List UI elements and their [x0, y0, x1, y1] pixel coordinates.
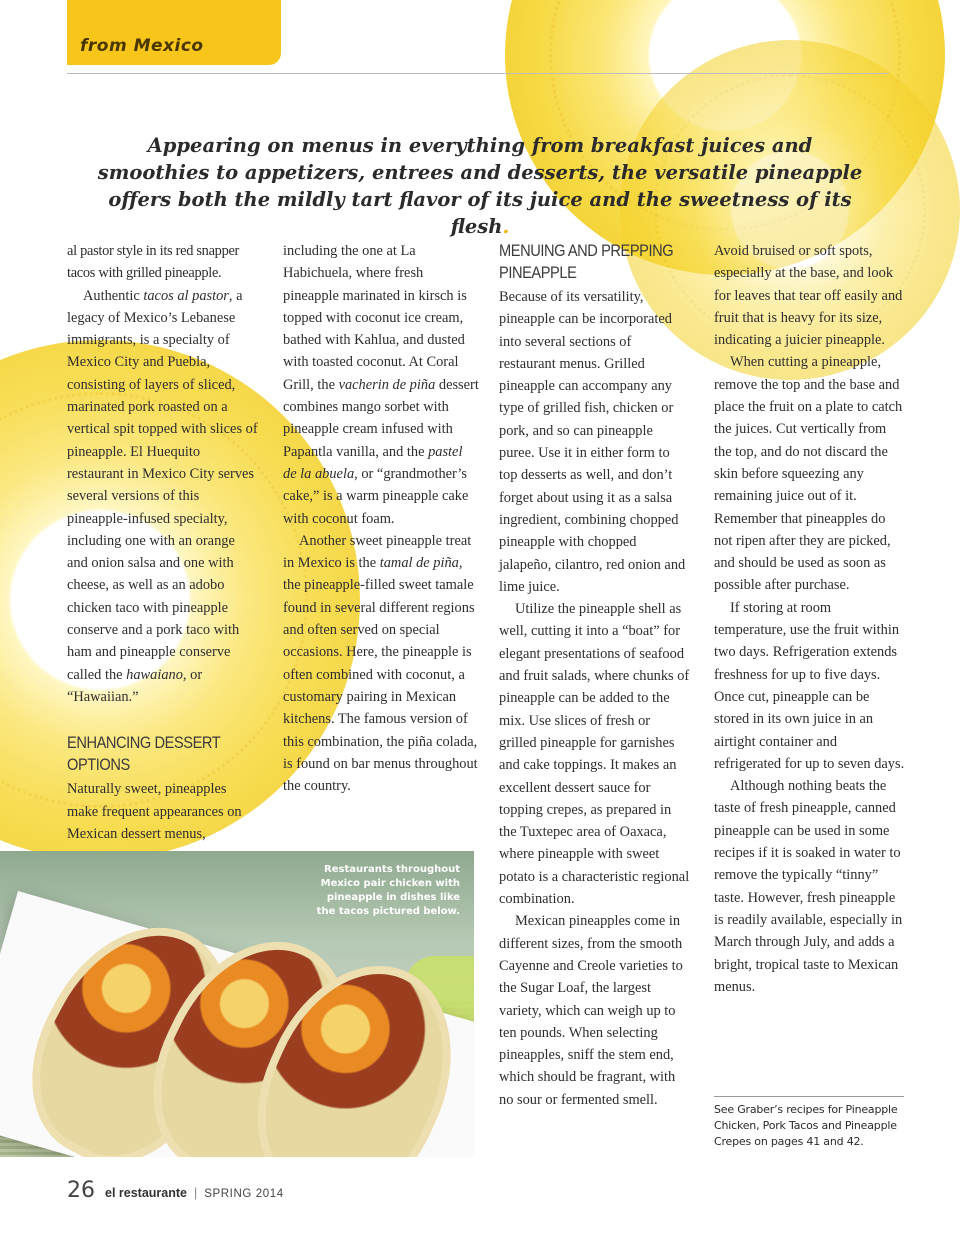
- pull-quote-line: Appearing on menus in everything from breakfast juices and: [147, 134, 813, 157]
- pull-quote: [80, 132, 880, 240]
- emphasis: tacos al pastor: [143, 287, 229, 304]
- text-run: , or “Hawaiian.”: [67, 666, 203, 705]
- emphasis: tamal de piña,: [379, 555, 463, 572]
- paragraph: [283, 530, 479, 798]
- emphasis: hawaiano: [126, 666, 183, 683]
- pull-quote-line: smoothies to appetizers, entrees and desserts, the versatile pineapple: [97, 161, 863, 184]
- article-column-1: [67, 240, 259, 845]
- text-run: Authentic: [83, 287, 144, 304]
- sidebar-note-rule: [714, 1096, 904, 1097]
- paragraph: Because of its versatility, pineapple can be incorporated into several sections of restaurant menus. Grilled pineapple can accompany any type of grilled fish, chicken or pork, and so can pineapple puree. Use it in either form to top desserts as well, and don’t forget about using it as a salsa ingredient, combining chopped pineapple with chopped jalapeño, cilantro, red onion and lime juice.: [499, 289, 686, 595]
- paragraph: [283, 240, 479, 530]
- emphasis: vacherin de piña: [338, 376, 436, 393]
- pull-quote-text: offers both the mildly tart flavor of its juice and the sweetness of its flesh: [108, 188, 852, 238]
- page-footer: [67, 1178, 284, 1203]
- paragraph: When cutting a pineapple, remove the top and the base and place the fruit on a plate to catch the juices. Cut vertically from the top, and do not discard the skin before squeezing any remaining juice out of it. Remember that pineapples do not ripen after they are picked, and should be used as soon as possible after purchase.: [714, 354, 903, 594]
- pull-quote-line: [80, 186, 880, 240]
- publication-name: el restaurante: [105, 1186, 187, 1200]
- text-run: or “grandmother’s cake,” is a warm pineapple cake with coconut foam.: [283, 465, 469, 527]
- paragraph: If storing at room temperature, use the fruit within two days. Refrigeration extends freshness for up to five days. Once cut, pineapple can be stored in its own juice in an airtight container and refrigerated for up to seven days.: [714, 599, 905, 772]
- recipe-reference-note: See Graber’s recipes for Pineapple Chicken, Pork Tacos and Pineapple Crepes on pages 41 and 42.: [714, 1103, 898, 1148]
- text-run: the pineapple-filled sweet tamale found in several different regions and often served on special occasions. Here, the pineapple is often combined with coconut, a customary pairing in Mexican kitchens. The famous version of this combination, the piña colada, is found on bar menus throughout the country.: [283, 577, 478, 795]
- page-number: 26: [67, 1178, 95, 1203]
- paragraph: Avoid bruised or soft spots, especially at the base, and look for leaves that tear off easily and fruit that is heavy for its size, indicating a juicier pineapple.: [714, 243, 903, 349]
- article-column-4: [714, 240, 906, 998]
- section-heading: MENUING AND PREPPING PINEAPPLE: [499, 241, 674, 282]
- paragraph: Although nothing beats the taste of fresh pineapple, canned pineapple can be used in some recipes if it is soaked in water to remove the typically “tinny” taste. However, fresh pineapple is readily available, especially in March through July, and adds a bright, tropical taste to Mexican menus.: [714, 778, 903, 995]
- article-column-2: [283, 240, 479, 797]
- article-column-3: [499, 240, 691, 1111]
- paragraph: al pastor style in its red snapper tacos with grilled pineapple.: [67, 243, 240, 282]
- section-tab: [67, 0, 281, 65]
- section-heading: ENHANCING DESSERT OPTIONS: [67, 733, 221, 775]
- emphasis: pastel de la abuela,: [283, 443, 463, 482]
- paragraph: Utilize the pineapple shell as well, cutting it into a “boat” for elegant presentations of seafood and fruit salads, where chunks of pineapple can be added to the mix. Use slices of fresh or grilled pineapple for garnishes and cake toppings. It makes an excellent dessert sauce for topping crepes, as prepared in the Tuxtepec area of Oaxaca, where pineapple with sweet potato is a characteristic regional combination.: [499, 601, 690, 908]
- tacos-photo: [0, 851, 474, 1157]
- issue-date: SPRING 2014: [204, 1188, 284, 1200]
- pull-quote-end-mark: .: [502, 215, 510, 238]
- paragraph: Naturally sweet, pineapples make frequent appearances on Mexican dessert menus,: [67, 781, 242, 842]
- text-run: including the one at La Habichuela, where fresh pineapple marinated in kirsch is topped with coconut ice cream, bathed with Kahlua, and dusted with toasted coconut. At Coral Grill, the: [283, 243, 467, 393]
- paragraph: Mexican pineapples come in different sizes, from the smooth Cayenne and Creole varieties to the Sugar Loaf, the largest variety, which can weigh up to ten pounds. When selecting pineapples, sniff the stem end, which should be fragrant, with no sour or fermented smell.: [499, 913, 683, 1108]
- footer-separator: |: [193, 1186, 198, 1200]
- paragraph: [67, 285, 259, 709]
- text-run: dessert combines mango sorbet with pineapple cream infused with Papantla vanilla, and the: [283, 376, 479, 460]
- header-rule: [67, 73, 889, 74]
- photo-caption: Restaurants throughout Mexico pair chicken with pineapple in dishes like the tacos pictured below.: [316, 864, 460, 917]
- text-run: , a legacy of Mexico’s Lebanese immigrants, is a specialty of Mexico City and Puebla, consisting of layers of sliced, marinated pork roasted on a vertical spit topped with slices of pineapple. El Huequito restaurant in Mexico City serves several versions of this pineapple-infused specialty, including one with an orange and onion salsa and one with cheese, as well as an adobo chicken taco with pineapple conserve and a pork taco with ham and pineapple conserve called the: [67, 287, 258, 683]
- text-run: Another sweet pineapple treat in Mexico is the: [283, 532, 472, 572]
- section-tab-label: from Mexico: [80, 36, 204, 56]
